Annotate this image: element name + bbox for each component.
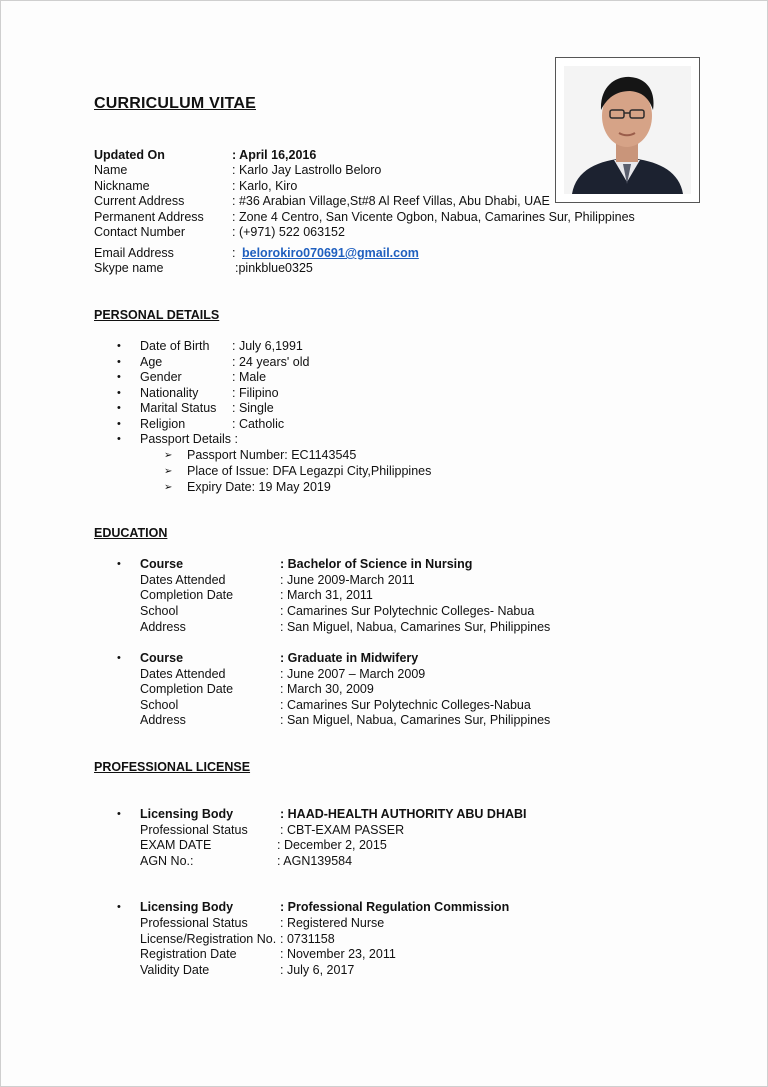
bullet-icon: • [117,356,121,368]
school-address-value: : San Miguel, Nabua, Camarines Sur, Philippines [280,620,551,634]
arrow-bullet-icon: ➢ [164,450,173,461]
dates-attended-value: : June 2007 – March 2009 [280,667,426,681]
gender-value: : Male [232,370,267,384]
registration-number-label: License/Registration No. [140,932,277,946]
bullet-icon: • [117,433,121,445]
updated-value: : April 16,2016 [232,148,317,162]
agn-label: AGN No.: [140,854,194,868]
updated-label: Updated On [94,148,165,162]
personal-details-heading: PERSONAL DETAILS [94,308,220,322]
completion-date-label: Completion Date [140,682,234,696]
professional-status-value: : CBT-EXAM PASSER [280,823,405,837]
licensing-body-label: Licensing Body [140,807,234,821]
professional-status-value: : Registered Nurse [280,916,385,930]
course-label: Course [140,557,184,571]
bullet-icon: • [117,371,121,383]
school-value: : Camarines Sur Polytechnic Colleges- Nabua [280,604,535,618]
profile-photo-illustration [564,66,691,194]
education-heading: EDUCATION [94,526,168,540]
bullet-icon: • [117,558,121,570]
course-label: Course [140,651,184,665]
licensing-body-label: Licensing Body [140,900,234,914]
permanent-address-value: : Zone 4 Centro, San Vicente Ogbon, Nabua, Camarines Sur, Philippines [232,210,635,224]
bullet-icon: • [117,340,121,352]
contact-number-value: : (+971) 522 063152 [232,225,345,239]
school-address-label: Address [140,713,186,727]
dates-attended-label: Dates Attended [140,667,226,681]
licensing-body-value: : Professional Regulation Commission [280,900,510,914]
marital-status-label: Marital Status [140,401,217,415]
email-label: Email Address [94,246,174,260]
bullet-icon: • [117,808,121,820]
passport-number: Passport Number: EC1143545 [187,448,357,462]
school-label: School [140,604,179,618]
marital-status-value: : Single [232,401,274,415]
nationality-value: : Filipino [232,386,279,400]
registration-date-value: : November 23, 2011 [280,947,396,961]
licensing-body-value: : HAAD-HEALTH AUTHORITY ABU DHABI [280,807,527,821]
exam-date-label: EXAM DATE [140,838,212,852]
cv-title: CURRICULUM VITAE [94,95,257,112]
exam-date-value: : December 2, 2015 [277,838,387,852]
professional-license-heading: PROFESSIONAL LICENSE [94,760,251,774]
email-colon: : [232,246,236,260]
agn-value: : AGN139584 [277,854,353,868]
contact-number-label: Contact Number [94,225,186,239]
completion-date-value: : March 31, 2011 [280,588,373,602]
permanent-address-label: Permanent Address [94,210,204,224]
skype-label: Skype name [94,261,164,275]
completion-date-value: : March 30, 2009 [280,682,374,696]
bullet-icon: • [117,901,121,913]
current-address-label: Current Address [94,194,185,208]
school-label: School [140,698,179,712]
registration-date-label: Registration Date [140,947,237,961]
dates-attended-label: Dates Attended [140,573,226,587]
age-label: Age [140,355,163,369]
skype-value: :pinkblue0325 [235,261,313,275]
arrow-bullet-icon: ➢ [164,482,173,493]
school-address-value: : San Miguel, Nabua, Camarines Sur, Philippines [280,713,551,727]
course-value: : Bachelor of Science in Nursing [280,557,473,571]
dob-value: : July 6,1991 [232,339,303,353]
bullet-icon: • [117,387,121,399]
passport-place-of-issue: Place of Issue: DFA Legazpi City,Philippines [187,464,432,478]
nationality-label: Nationality [140,386,199,400]
validity-date-value: : July 6, 2017 [280,963,355,977]
name-label: Name [94,163,128,177]
completion-date-label: Completion Date [140,588,234,602]
registration-number-value: : 0731158 [280,932,335,946]
validity-date-label: Validity Date [140,963,210,977]
religion-label: Religion [140,417,186,431]
course-value: : Graduate in Midwifery [280,651,419,665]
profile-photo [564,66,691,194]
school-address-label: Address [140,620,186,634]
dates-attended-value: : June 2009-March 2011 [280,573,415,587]
religion-value: : Catholic [232,417,285,431]
professional-status-label: Professional Status [140,916,248,930]
nickname-label: Nickname [94,179,150,193]
bullet-icon: • [117,402,121,414]
gender-label: Gender [140,370,182,384]
school-value: : Camarines Sur Polytechnic Colleges-Nabua [280,698,531,712]
passport-details-label: Passport Details : [140,432,238,446]
name-value: : Karlo Jay Lastrollo Beloro [232,163,382,177]
nickname-value: : Karlo, Kiro [232,179,298,193]
arrow-bullet-icon: ➢ [164,466,173,477]
passport-expiry: Expiry Date: 19 May 2019 [187,480,331,494]
bullet-icon: • [117,418,121,430]
bullet-icon: • [117,652,121,664]
age-value: : 24 years' old [232,355,310,369]
dob-label: Date of Birth [140,339,210,353]
current-address-value: : #36 Arabian Village,St#8 Al Reef Villas, Abu Dhabi, UAE [232,194,550,208]
professional-status-label: Professional Status [140,823,248,837]
email-link[interactable]: belorokiro070691@gmail.com [242,246,419,260]
profile-photo-frame [555,57,700,203]
